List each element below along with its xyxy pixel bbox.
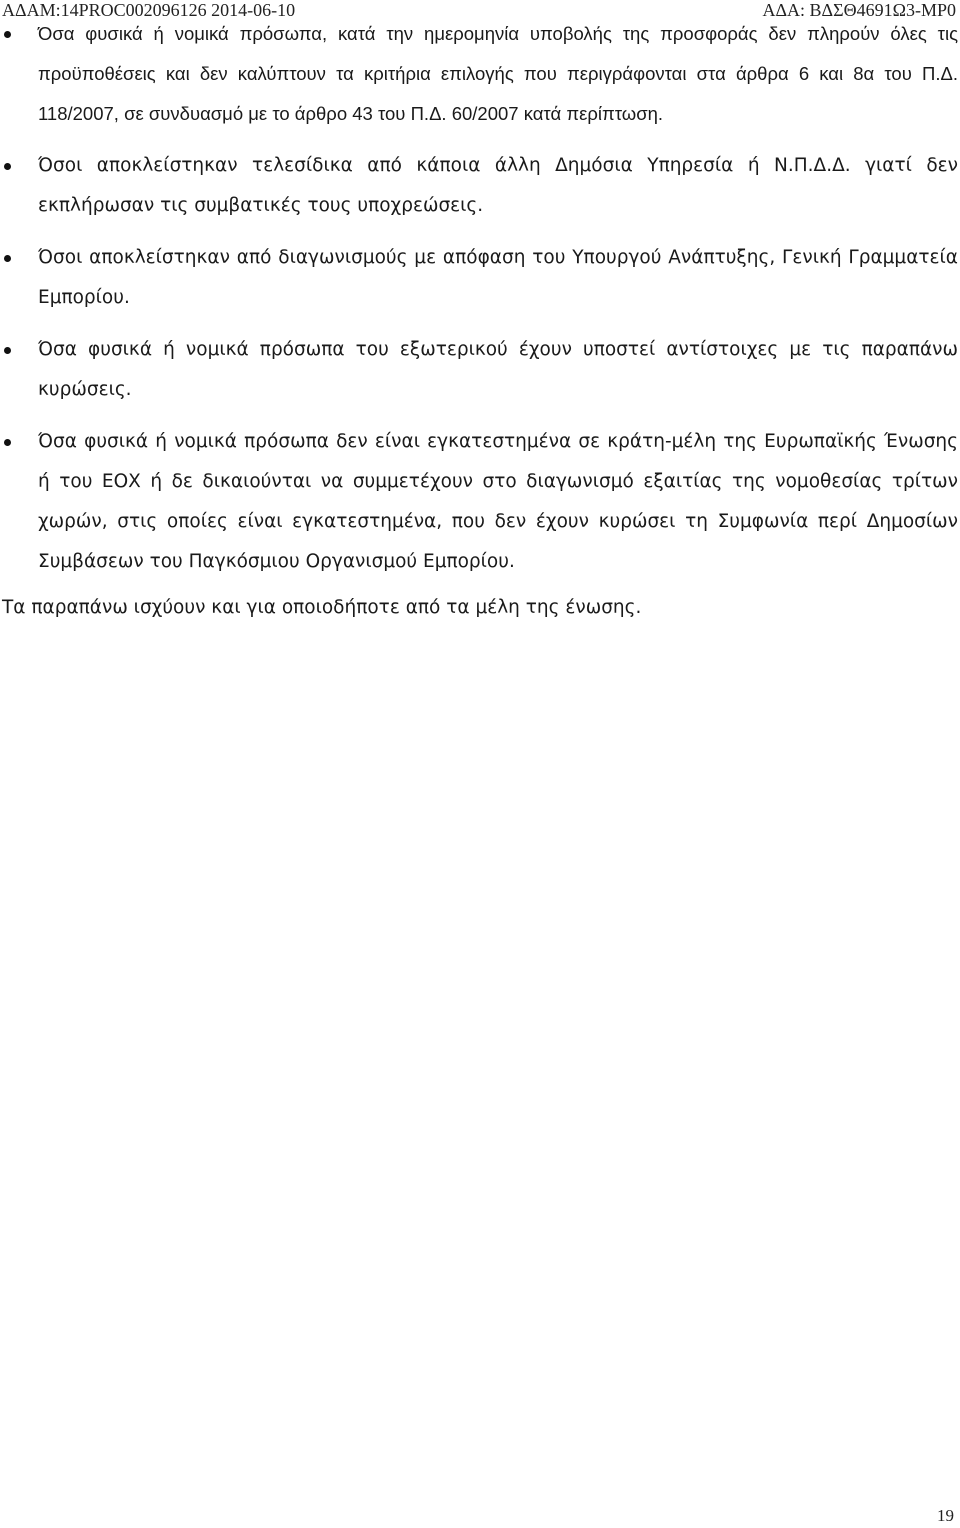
- bullet-icon: [4, 255, 11, 262]
- list-item: [0, 422, 958, 582]
- list-item-text: Όσα φυσικά ή νομικά πρόσωπα του εξωτερικού έχουν υποστεί αντίστοιχες με τις παραπάνω κυρώσεις.: [38, 339, 958, 400]
- list-item-text: Όσα φυσικά ή νομικά πρόσωπα, κατά την ημερομηνία υποβολής της προσφοράς δεν πληρούν όλες τις προϋποθέσεις και δεν καλύπτουν τα κριτήρια επιλογής που περιγράφονται στα άρθρα 6 και 8α του Π.Δ. 118/2007, σε συνδυασμό με το άρθρο 43 του Π.Δ. 60/2007 κατά περίπτωση.: [38, 23, 958, 124]
- bullet-icon: [4, 347, 11, 354]
- exclusion-list: [0, 14, 958, 582]
- bullet-icon: [4, 163, 11, 170]
- list-item-text: Όσα φυσικά ή νομικά πρόσωπα δεν είναι εγκατεστημένα σε κράτη-μέλη της Ευρωπαϊκής Ένωσης ή του ΕΟΧ ή δε δικαιούνται να συμμετέχουν στο διαγωνισμό εξαιτίας της νομοθεσίας τρίτων χωρών, στις οποίες είναι εγκατεστημένα, που δεν έχουν κυρώσει τη Συμφωνία περί Δημοσίων Συμβάσεων του Παγκόσμιου Οργανισμού Εμπορίου.: [38, 431, 958, 572]
- closing-paragraph: Τα παραπάνω ισχύουν και για οποιοδήποτε από τα μέλη της ένωσης.: [2, 597, 642, 618]
- page-number: 19: [937, 1506, 954, 1525]
- header-ada-code: ΑΔΑ: ΒΔΣΘ4691Ω3-ΜΡ0: [762, 0, 956, 20]
- document-body: [0, 14, 958, 628]
- list-item-text: Όσοι αποκλείστηκαν από διαγωνισμούς με απόφαση του Υπουργού Ανάπτυξης, Γενική Γραμματεία Εμπορίου.: [38, 247, 958, 308]
- bullet-icon: [4, 439, 11, 446]
- list-item: [0, 146, 958, 226]
- header-adam-code: ΑΔΑΜ:14PROC002096126 2014-06-10: [2, 0, 296, 20]
- list-item-text: Όσοι αποκλείστηκαν τελεσίδικα από κάποια άλλη Δημόσια Υπηρεσία ή Ν.Π.Δ.Δ. γιατί δεν εκπλήρωσαν τις συμβατικές τους υποχρεώσεις.: [38, 155, 958, 216]
- list-item: [0, 330, 958, 410]
- list-item: [0, 14, 958, 134]
- list-item: [0, 238, 958, 318]
- bullet-icon: [4, 31, 11, 38]
